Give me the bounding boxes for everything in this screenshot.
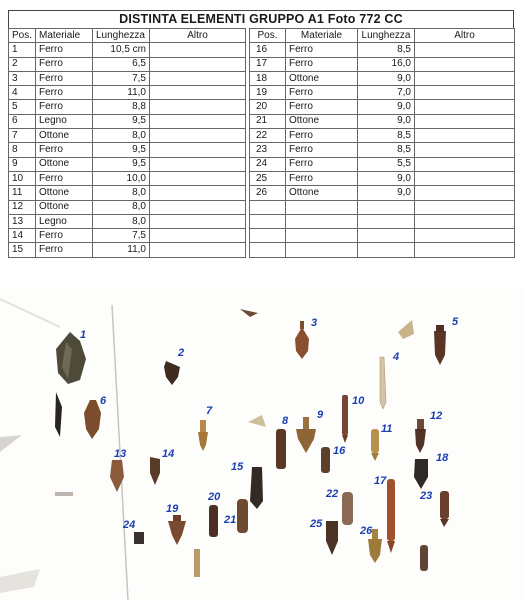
cell-mat: Ferro [36,43,93,57]
cell-mat: Ottone [286,114,358,128]
cell-altro [415,229,515,243]
plumb-bob-15 [250,467,263,509]
cell-mat: Ferro [36,86,93,100]
item-label-2: 2 [178,347,185,359]
cell-len: 10,5 cm [93,43,150,57]
cell-altro [150,86,246,100]
table-row [9,100,515,114]
cell-mat: Ferro [286,57,358,71]
plumb-bob-21 [237,499,248,533]
plumb-bob-25 [326,521,338,555]
cell-pos: 2 [9,57,36,71]
item-label-18: 18 [436,452,449,464]
cell-len: 6,5 [93,57,150,71]
photo-line [0,299,60,327]
col-header-pos: Pos. [250,29,286,43]
cell-altro [150,214,246,228]
col-header-lunghezza: Lunghezza [93,29,150,43]
cell-pos: 9 [9,157,36,171]
cell-altro [415,214,515,228]
photo-fragment [420,545,428,571]
cell-len: 11,0 [93,86,150,100]
table-row [9,186,515,200]
cell-len: 10,0 [93,171,150,185]
cell-mat: Ferro [286,86,358,100]
cell-len: 8,0 [93,200,150,214]
plumb-bob-4 [380,357,386,409]
plumb-bob-23 [440,491,449,527]
cell-mat: Ferro [36,100,93,114]
cell-len: 16,0 [358,57,415,71]
cell-altro [150,229,246,243]
cell-len: 9,5 [93,114,150,128]
plumb-bob-22 [342,492,353,525]
item-label-26: 26 [360,525,373,537]
items-photo [0,287,522,600]
cell-mat [286,214,358,228]
cell-pos [250,200,286,214]
cell-altro [150,171,246,185]
cell-mat: Ferro [36,71,93,85]
cell-pos: 5 [9,100,36,114]
photo-shadow [55,492,73,496]
cell-len: 8,5 [358,43,415,57]
plumb-bobs-illustration [0,287,522,600]
cell-pos: 17 [250,57,286,71]
photo-fragment [55,392,62,437]
table-header-row [9,29,515,43]
cell-pos [250,214,286,228]
cell-altro [150,157,246,171]
cell-len: 7,5 [93,229,150,243]
cell-pos: 14 [9,229,36,243]
cell-pos: 24 [250,157,286,171]
cell-altro [150,129,246,143]
cell-altro [415,71,515,85]
cell-mat: Ferro [36,57,93,71]
sheet-title: DISTINTA ELEMENTI GRUPPO A1 Foto 772 CC [8,10,514,28]
plumb-bob-19 [168,515,186,545]
plumb-bob-14 [150,457,160,485]
cell-mat: Ottone [286,186,358,200]
table-row [9,71,515,85]
cell-len: 8,0 [93,129,150,143]
cell-len: 9,0 [358,171,415,185]
cell-pos [250,243,286,257]
cell-pos: 25 [250,171,286,185]
plumb-bob-7 [198,420,208,451]
table-row [9,86,515,100]
cell-mat [286,200,358,214]
cell-mat: Ferro [36,143,93,157]
photo-fragment [248,415,266,427]
cell-len [358,229,415,243]
cell-mat: Ferro [286,129,358,143]
cell-mat: Ferro [286,143,358,157]
cell-mat: Ottone [36,200,93,214]
cell-len: 9,5 [93,157,150,171]
cell-altro [415,171,515,185]
cell-altro [150,143,246,157]
item-label-25: 25 [310,518,323,530]
cell-altro [415,100,515,114]
plumb-bob-11 [371,429,379,461]
cell-mat: Ottone [286,71,358,85]
cell-pos: 22 [250,129,286,143]
cell-pos: 12 [9,200,36,214]
cell-altro [415,143,515,157]
table-row [9,43,515,57]
cell-pos: 16 [250,43,286,57]
plumb-bob-5 [434,325,446,365]
table-row [9,129,515,143]
plumb-bob-9 [296,417,316,453]
cell-len: 9,5 [93,143,150,157]
photo-fragment [240,309,258,317]
col-header-pos: Pos. [9,29,36,43]
col-header-materiale: Materiale [36,29,93,43]
plumb-bob-10 [342,395,348,443]
item-label-4: 4 [393,351,400,363]
item-label-14: 14 [162,448,175,460]
cell-pos: 13 [9,214,36,228]
cell-len: 9,0 [358,186,415,200]
cell-pos: 20 [250,100,286,114]
cell-altro [415,114,515,128]
item-label-15: 15 [231,461,244,473]
item-label-8: 8 [282,415,289,427]
table-row [9,200,515,214]
cell-len [358,243,415,257]
photo-fragment [398,320,414,339]
plumb-bob-8 [276,429,286,469]
cell-len: 8,5 [358,143,415,157]
plumb-bob-2 [164,361,180,385]
item-label-1: 1 [80,329,87,341]
cell-altro [415,200,515,214]
cell-mat: Ferro [286,43,358,57]
cell-len: 9,0 [358,71,415,85]
cell-mat: Legno [36,114,93,128]
photo-shadow [0,435,22,452]
table-row [9,214,515,228]
cell-len [358,200,415,214]
col-header-lunghezza: Lunghezza [358,29,415,43]
col-header-altro: Altro [415,29,515,43]
plumb-bob-20 [209,505,218,537]
item-label-7: 7 [206,405,213,417]
cell-mat: Legno [36,214,93,228]
cell-pos: 4 [9,86,36,100]
item-label-3: 3 [311,317,318,329]
item-label-10: 10 [352,395,365,407]
item-label-20: 20 [208,491,221,503]
cell-altro [150,243,246,257]
photo-fragment [194,549,200,577]
item-label-24: 24 [123,519,136,531]
item-label-6: 6 [100,395,107,407]
table-row [9,143,515,157]
cell-pos: 7 [9,129,36,143]
cell-pos: 23 [250,143,286,157]
cell-pos: 1 [9,43,36,57]
cell-mat [286,243,358,257]
cell-altro [415,186,515,200]
cell-len: 8,8 [93,100,150,114]
cell-pos: 11 [9,186,36,200]
cell-pos: 15 [9,243,36,257]
table-row [9,157,515,171]
cell-altro [415,243,515,257]
item-label-11: 11 [381,423,393,435]
item-label-16: 16 [333,445,346,457]
item-label-21: 21 [224,514,237,526]
cell-altro [150,114,246,128]
plumb-bob-6 [84,400,101,439]
cell-len: 8,5 [358,129,415,143]
cell-len: 11,0 [93,243,150,257]
table-row [9,171,515,185]
cell-altro [150,100,246,114]
cell-mat: Ferro [286,157,358,171]
item-label-5: 5 [452,316,459,328]
cell-len: 7,5 [93,71,150,85]
cell-mat: Ferro [36,229,93,243]
cell-pos: 3 [9,71,36,85]
table-row [9,57,515,71]
cell-len: 7,0 [358,86,415,100]
item-label-12: 12 [430,410,443,422]
item-label-19: 19 [166,503,179,515]
cell-pos: 8 [9,143,36,157]
cell-len: 8,0 [93,214,150,228]
item-label-9: 9 [317,409,324,421]
cell-mat: Ferro [36,171,93,185]
cell-altro [150,71,246,85]
cell-mat: Ottone [36,129,93,143]
table-row [9,114,515,128]
cell-altro [415,43,515,57]
cell-altro [415,86,515,100]
cell-mat [286,229,358,243]
cell-len: 8,0 [93,186,150,200]
cell-mat: Ferro [286,100,358,114]
table-row [9,243,515,257]
item-label-22: 22 [326,488,339,500]
cell-pos: 21 [250,114,286,128]
plumb-bob-3 [295,321,309,359]
cell-len: 9,0 [358,114,415,128]
cell-altro [150,200,246,214]
plumb-bob-16 [321,447,330,473]
cell-altro [150,43,246,57]
cell-pos: 18 [250,71,286,85]
cell-mat: Ottone [36,157,93,171]
item-label-17: 17 [374,475,387,487]
col-header-altro: Altro [150,29,246,43]
cell-altro [150,186,246,200]
item-label-23: 23 [420,490,433,502]
cell-pos: 10 [9,171,36,185]
item-label-13: 13 [114,448,127,460]
cell-pos: 19 [250,86,286,100]
photo-shadow [0,569,40,593]
cell-altro [415,57,515,71]
cell-pos: 6 [9,114,36,128]
cell-len: 5,5 [358,157,415,171]
parts-table [8,28,515,258]
cell-altro [415,129,515,143]
cell-altro [415,157,515,171]
cell-mat: Ferro [36,243,93,257]
cell-len [358,214,415,228]
plumb-bob-12 [415,419,426,453]
parts-list-sheet [8,10,514,258]
plumb-bob-17 [387,479,395,553]
plumb-bob-18 [414,459,428,489]
cell-pos [250,229,286,243]
cell-altro [150,57,246,71]
cell-pos: 26 [250,186,286,200]
cell-mat: Ferro [286,171,358,185]
cell-len: 9,0 [358,100,415,114]
table-row [9,229,515,243]
cell-mat: Ottone [36,186,93,200]
col-header-materiale: Materiale [286,29,358,43]
plumb-bob-24 [134,532,144,544]
